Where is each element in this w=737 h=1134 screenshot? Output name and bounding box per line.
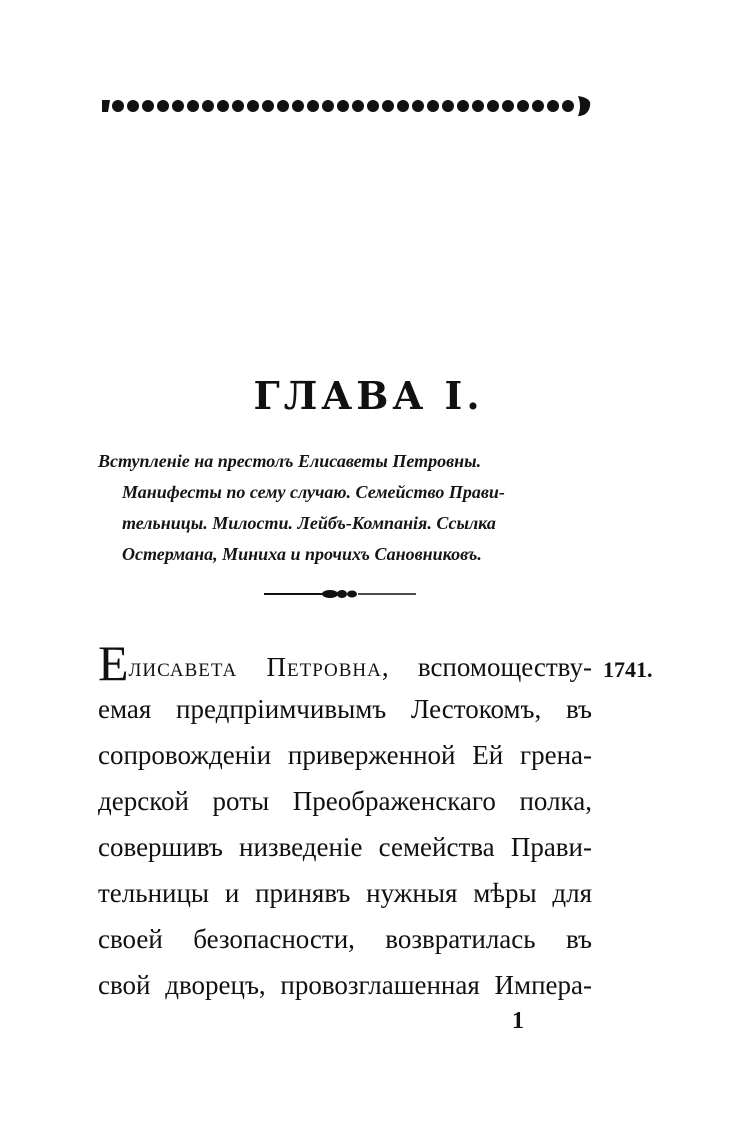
ornament-bead xyxy=(472,100,484,112)
ornament-bead xyxy=(442,100,454,112)
summary-line: Остермана, Миниха и прочихъ Сановниковъ. xyxy=(122,544,482,564)
body-line-rest: вспомоществу- xyxy=(417,652,593,682)
chapter-summary xyxy=(98,446,598,570)
body-line: своей безопасности, возвратилась въ xyxy=(98,924,592,954)
body-line-first xyxy=(98,635,593,691)
ornament-bead xyxy=(487,100,499,112)
ornament-bead xyxy=(247,100,259,112)
summary-line: Манифесты по сему случаю. Семейство Прави- xyxy=(122,482,505,502)
body-line: сопровожденіи приверженной Ей грена- xyxy=(98,740,592,770)
ornamental-divider xyxy=(262,586,418,602)
ornament-bead xyxy=(382,100,394,112)
ornament-bead xyxy=(232,100,244,112)
ornament-bead xyxy=(187,100,199,112)
ornament-bead xyxy=(142,100,154,112)
summary-line: тельницы. Милости. Лейбъ-Компанія. Ссылка xyxy=(122,513,496,533)
ornament-bead xyxy=(427,100,439,112)
ornament-bead xyxy=(457,100,469,112)
ornament-bead xyxy=(397,100,409,112)
ornament-bead xyxy=(532,100,544,112)
ornament-bead xyxy=(277,100,289,112)
ornament-bead xyxy=(517,100,529,112)
ornament-bead xyxy=(292,100,304,112)
page-number: 1 xyxy=(512,1008,524,1034)
summary-line: Вступленіе на престолъ Елисаветы Петровны. xyxy=(98,451,482,471)
beaded-rule-ornament xyxy=(100,92,593,120)
body-line: дерской роты Преображенскаго полка, xyxy=(98,786,592,816)
ornament-bead xyxy=(322,100,334,112)
body-line: совершивъ низведеніе семейства Прави- xyxy=(98,832,592,862)
margin-year: 1741. xyxy=(603,657,653,682)
author-name-smallcaps: лисавета Петровна, xyxy=(128,652,390,682)
chapter-title: ГЛАВА I. xyxy=(253,373,484,418)
drop-cap: Е xyxy=(98,635,129,691)
ornament-bead xyxy=(202,100,214,112)
body-line: свой дворецъ, провозглашенная Импера- xyxy=(98,970,592,1000)
ornament-bead xyxy=(352,100,364,112)
ornament-bead xyxy=(562,100,574,112)
body-line: тельницы и принявъ нужныя мѣры для xyxy=(98,878,592,908)
ornament-bead xyxy=(127,100,139,112)
ornament-bead xyxy=(367,100,379,112)
ornament-bead xyxy=(307,100,319,112)
ornament-bead xyxy=(217,100,229,112)
ornament-bead xyxy=(172,100,184,112)
ornament-bead xyxy=(502,100,514,112)
ornament-bead xyxy=(262,100,274,112)
ornament-bead xyxy=(412,100,424,112)
ornament-bead xyxy=(157,100,169,112)
ornament-bead xyxy=(547,100,559,112)
body-line: емая предпріимчивымъ Лестокомъ, въ xyxy=(98,694,592,724)
ornament-bead xyxy=(112,100,124,112)
body-text xyxy=(98,635,593,1008)
ornament-bead xyxy=(337,100,349,112)
